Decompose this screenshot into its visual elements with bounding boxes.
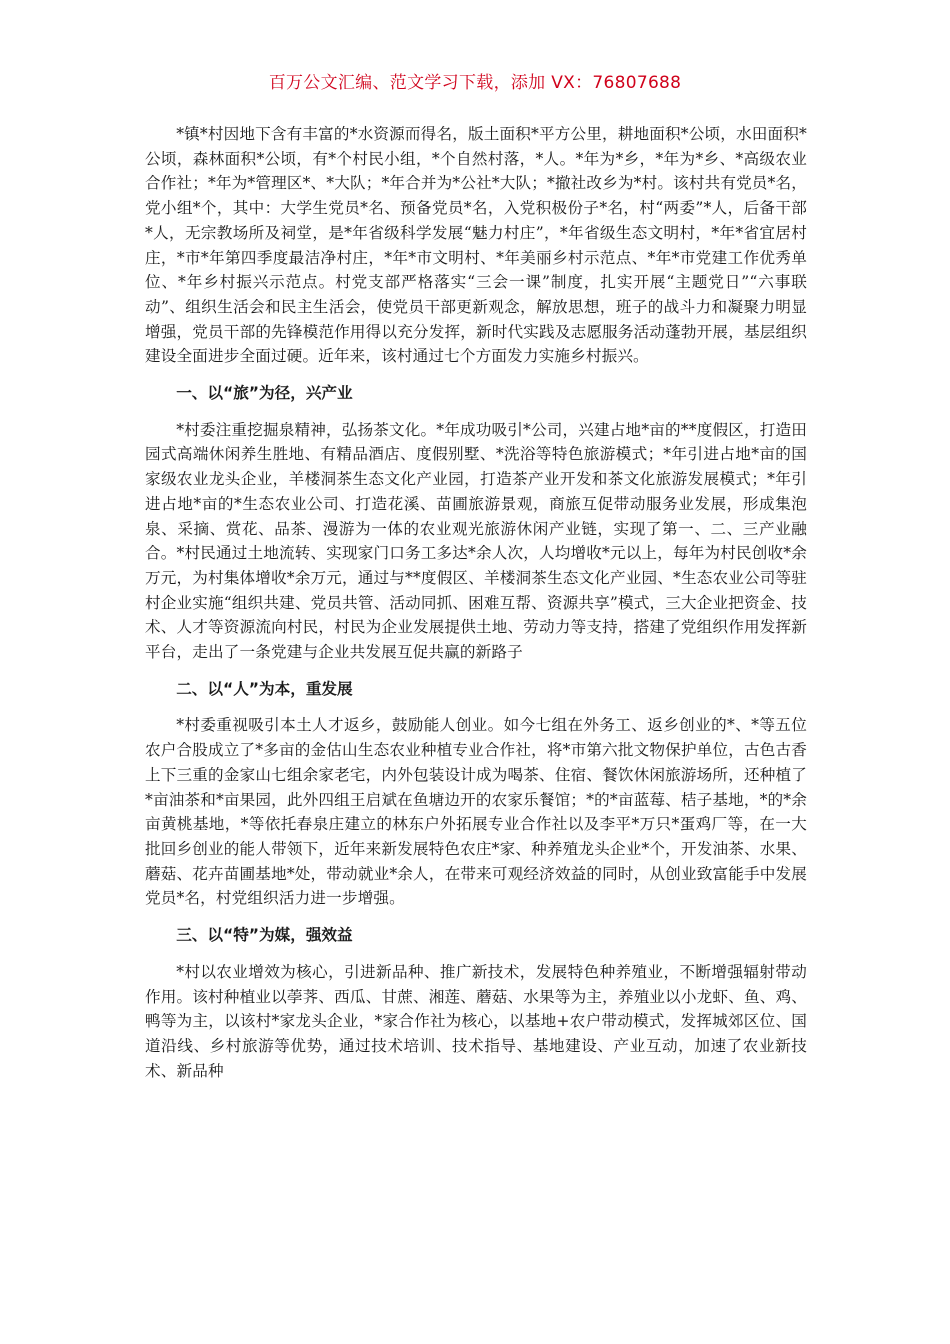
section-1-title: 一、以“旅”为径，兴产业	[176, 384, 353, 403]
section-2-title: 二、以“人”为本，重发展	[176, 679, 353, 698]
section-3-title: 三、以“特”为媒，强效益	[176, 926, 353, 945]
header-banner: 百万公文汇编、范文学习下载，添加 VX：76807688	[268, 73, 682, 93]
section-3-paragraph: *村以农业增效为核心，引进新品种、推广新技术，发展特色种养殖业，不断增强辐射带动作用。该村种植业以荸荠、西瓜、甘蔗、湘莲、蘑菇、水果等为主，养殖业以小龙虾、鱼、鸡、鸭等为主，以该村*家龙头企业，*家合作社为核心，以基地+农户带动模式，发挥城郊区位、国道沿线、乡村旅游等优势，通过技术培训、技术指导、基地建设、产业互动，加速了农业新技术、新品种	[145, 962, 807, 1080]
section-2-paragraph: *村委重视吸引本土人才返乡，鼓励能人创业。如今七组在外务工、返乡创业的*、*等五位农户合股成立了*多亩的金估山生态农业种植专业合作社，将*市第六批文物保护单位，古色古香上下三重的金家山七组余家老宅，内外包装设计成为喝茶、住宿、餐饮休闲旅游场所，还种植了*亩油茶和*亩果园，此外四组王启斌在鱼塘边开的农家乐餐馆；*的*亩蓝莓、桔子基地，*的*余亩黄桃基地，*等依托春泉庄建立的林东户外拓展专业合作社以及李平*万只*蛋鸡厂等，在一大批回乡创业的能人带领下，近年来新发展特色农庄*家、种养殖龙头企业*个，开发油茶、水果、蘑菇、花卉苗圃基地*处，带动就业*余人，在带来可观经济效益的同时，从创业致富能手中发展党员*名，村党组织活力进一步增强。	[145, 716, 807, 908]
section-1-paragraph: *村委注重挖掘泉精神，弘扬茶文化。*年成功吸引*公司，兴建占地*亩的**度假区，打造田园式高端休闲养生胜地、有精品酒店、度假别墅、*洗浴等特色旅游模式；*年引进占地*亩的国家级农业龙头企业，羊楼洞茶生态文化产业园，打造茶产业开发和茶文化旅游发展模式；*年引进占地*亩的*生态农业公司、打造花溪、苗圃旅游景观，商旅互促带动服务业发展，形成集泡泉、采摘、赏花、品茶、漫游为一体的农业观光旅游休闲产业链，实现了第一、二、三产业融合。*村民通过土地流转、实现家门口务工多达*余人次，人均增收*元以上，每年为村民创收*余万元，为村集体增收*余万元，通过与**度假区、羊楼洞茶生态文化产业园、*生态农业公司等驻村企业实施“组织共建、党员共管、活动同抓、困难互帮、资源共享”模式，三大企业把资金、技术、人才等资源流向村民，村民为企业发展提供土地、劳动力等支持，搭建了党组织作用发挥新平台，走出了一条党建与企业共发展互促共赢的新路子	[145, 420, 807, 662]
document-body	[145, 122, 807, 1083]
intro-paragraph: *镇*村因地下含有丰富的*水资源而得名，版土面积*平方公里，耕地面积*公顷，水田面积*公顷，森林面积*公顷，有*个村民小组，*个自然村落，*人。*年为*乡，*年为*乡、*高级农业合作社；*年为*管理区*、*大队；*年合并为*公社*大队；*撤社改乡为*村。该村共有党员*名，党小组*个，其中：大学生党员*名、预备党员*名，入党积极份子*名，村“两委”*人，后备干部*人，无宗教场所及祠堂，是*年省级科学发展“魅力村庄”，*年省级生态文明村，*年*省宜居村庄，*市*年第四季度最洁净村庄，*年*市文明村、*年美丽乡村示范点、*年*市党建工作优秀单位、*年乡村振兴示范点。村党支部严格落实“三会一课”制度，扎实开展“主题党日”“六事联动”、组织生活会和民主生活会，使党员干部更新观念，解放思想，班子的战斗力和凝聚力明显增强，党员干部的先锋模范作用得以充分发挥，新时代实践及志愿服务活动蓬勃开展，基层组织建设全面进步全面过硬。近年来，该村通过七个方面发力实施乡村振兴。	[145, 125, 807, 366]
